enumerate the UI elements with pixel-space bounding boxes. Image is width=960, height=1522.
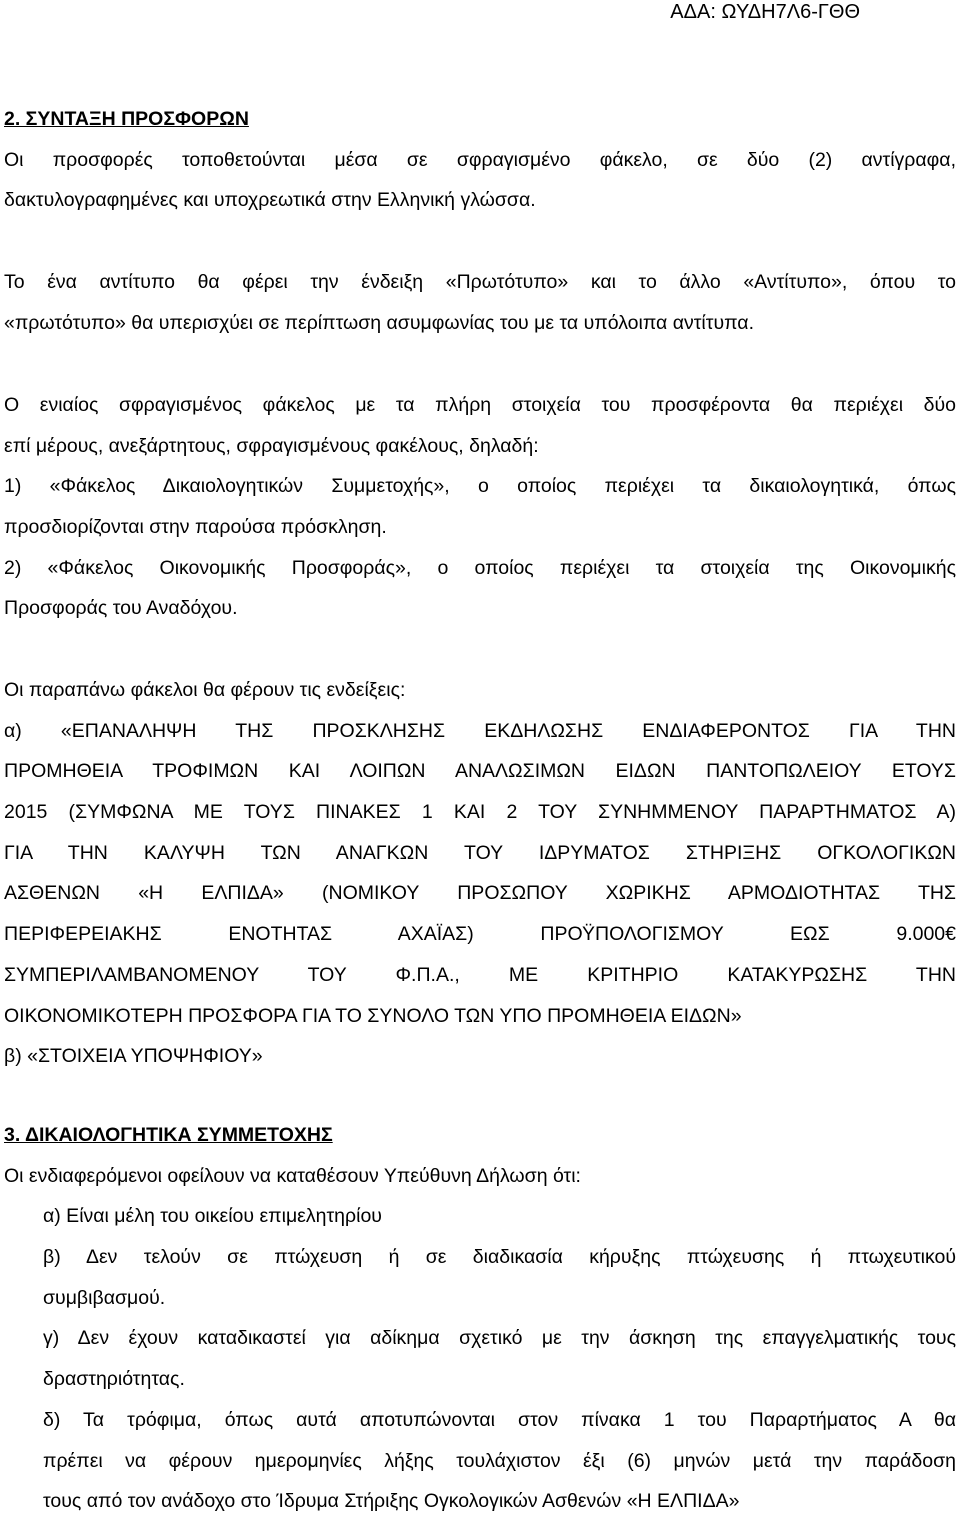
paragraph-labels xyxy=(4,670,956,1077)
section-3 xyxy=(4,1115,956,1522)
section-3-intro: Οι ενδιαφερόμενοι οφείλουν να καταθέσουν Υπεύθυνη Δήλωση ότι: xyxy=(4,1164,581,1187)
paragraph-line: ΠΕΡΙΦΕΡΕΙΑΚΗΣ ΕΝΟΤΗΤΑΣ ΑΧΑΪΑΣ) ΠΡΟΫΠΟΛΟΓΙΣΜΟΥ ΕΩΣ 9.000€ xyxy=(4,923,956,946)
paragraph-line: α) «ΕΠΑΝΑΛΗΨΗ ΤΗΣ ΠΡΟΣΚΛΗΣΗΣ ΕΚΔΗΛΩΣΗΣ ΕΝΔΙΑΦΕΡΟΝΤΟΣ ΓΙΑ ΤΗΝ xyxy=(4,719,956,742)
paragraph-line: «πρωτότυπο» θα υπερισχύει σε περίπτωση ασυμφωνίας του με τα υπόλοιπα αντίτυπα. xyxy=(4,311,754,334)
paragraph-line: Οι προσφορές τοποθετούνται μέσα σε σφραγισμένο φάκελο, σε δύο (2) αντίγραφα, xyxy=(4,148,956,171)
paragraph-line: δακτυλογραφημένες και υποχρεωτικά στην Ελληνική γλώσσα. xyxy=(4,189,536,212)
paragraph-originals xyxy=(4,262,956,343)
paragraph-line: προσδιορίζονται στην παρούσα πρόσκληση. xyxy=(4,516,387,539)
section-3-heading: 3. ΔΙΚΑΙΟΛΟΓΗΤΙΚΑ ΣΥΜΜΕΤΟΧΗΣ xyxy=(4,1124,333,1146)
paragraph-line: 2) «Φάκελος Οικονομικής Προσφοράς», ο οποίος περιέχει τα στοιχεία της Οικονομικής xyxy=(4,556,956,579)
list-item: συμβιβασμού. xyxy=(43,1286,166,1309)
paragraph-line: ΣΥΜΠΕΡΙΛΑΜΒΑΝΟΜΕΝΟΥ ΤΟΥ Φ.Π.Α., ΜΕ ΚΡΙΤΗΡΙΟ ΚΑΤΑΚΥΡΩΣΗΣ ΤΗΝ xyxy=(4,963,956,986)
list-item: πρέπει να φέρουν ημερομηνίες λήξης τουλάχιστον έξι (6) μηνών μετά την παράδοση xyxy=(43,1449,956,1472)
list-item: α) Είναι μέλη του οικείου επιμελητηρίου xyxy=(43,1205,382,1228)
paragraph-line: Οι παραπάνω φάκελοι θα φέρουν τις ενδείξεις: xyxy=(4,679,406,701)
paragraph-line: Ο ενιαίος σφραγισμένος φάκελος με τα πλήρη στοιχεία του προσφέροντα θα περιέχει δύο xyxy=(4,394,956,416)
paragraph-line: ΟΙΚΟΝΟΜΙΚΟΤΕΡΗ ΠΡΟΣΦΟΡΑ ΓΙΑ ΤΟ ΣΥΝΟΛΟ ΤΩΝ ΥΠΟ ΠΡΟΜΗΘΕΙΑ ΕΙΔΩΝ» xyxy=(4,1004,742,1027)
paragraph-line: β) «ΣΤΟΙΧΕΙΑ ΥΠΟΨΗΦΙΟΥ» xyxy=(4,1045,263,1068)
paragraph-line: Προσφοράς του Αναδόχου. xyxy=(4,597,238,620)
list-item: δ) Τα τρόφιμα, όπως αυτά αποτυπώνονται στον πίνακα 1 του Παραρτήματος Α θα xyxy=(43,1408,956,1431)
paragraph-line: 2015 (ΣΥΜΦΩΝΑ ΜΕ ΤΟΥΣ ΠΙΝΑΚΕΣ 1 ΚΑΙ 2 ΤΟΥ ΣΥΝΗΜΜΕΝΟΥ ΠΑΡΑΡΤΗΜΑΤΟΣ Α) xyxy=(4,801,956,824)
paragraph-line: ΠΡΟΜΗΘΕΙΑ ΤΡΟΦΙΜΩΝ ΚΑΙ ΛΟΙΠΩΝ ΑΝΑΛΩΣΙΜΩΝ ΕΙΔΩΝ ΠΑΝΤΟΠΩΛΕΙΟΥ ΕΤΟΥΣ xyxy=(4,760,956,783)
paragraph-line: Το ένα αντίτυπο θα φέρει την ένδειξη «Πρωτότυπο» και το άλλο «Αντίτυπο», όπου το xyxy=(4,271,956,293)
section-2 xyxy=(4,99,956,221)
section-2-heading: 2. ΣΥΝΤΑΞΗ ΠΡΟΣΦΟΡΩΝ xyxy=(4,108,249,130)
list-item: τους από τον ανάδοχο στο Ίδρυμα Στήριξης Ογκολογικών Ασθενών «Η ΕΛΠΙΔΑ» xyxy=(43,1490,740,1513)
paragraph-line: ΑΣΘΕΝΩΝ «Η ΕΛΠΙΔΑ» (ΝΟΜΙΚΟΥ ΠΡΟΣΩΠΟΥ ΧΩΡΙΚΗΣ ΑΡΜΟΔΙΟΤΗΤΑΣ ΤΗΣ xyxy=(4,882,956,905)
list-item: δραστηριότητας. xyxy=(43,1368,185,1391)
list-item: β) Δεν τελούν σε πτώχευση ή σε διαδικασία κήρυξης πτώχευσης ή πτωχευτικού xyxy=(43,1246,956,1269)
paragraph-line: ΓΙΑ ΤΗΝ ΚΑΛΥΨΗ ΤΩΝ ΑΝΑΓΚΩΝ ΤΟΥ ΙΔΡΥΜΑΤΟΣ ΣΤΗΡΙΞΗΣ ΟΓΚΟΛΟΓΙΚΩΝ xyxy=(4,841,956,864)
paragraph-envelopes xyxy=(4,385,956,629)
paragraph-line: επί μέρους, ανεξάρτητους, σφραγισμένους φακέλους, δηλαδή: xyxy=(4,434,539,457)
ada-code: ΑΔΑ: ΩΥΔΗ7Λ6-ΓΘΘ xyxy=(670,1,860,23)
paragraph-line: 1) «Φάκελος Δικαιολογητικών Συμμετοχής», ο οποίος περιέχει τα δικαιολογητικά, όπως xyxy=(4,475,956,498)
list-item: γ) Δεν έχουν καταδικαστεί για αδίκημα σχετικό με την άσκηση της επαγγελματικής τους xyxy=(43,1327,956,1350)
